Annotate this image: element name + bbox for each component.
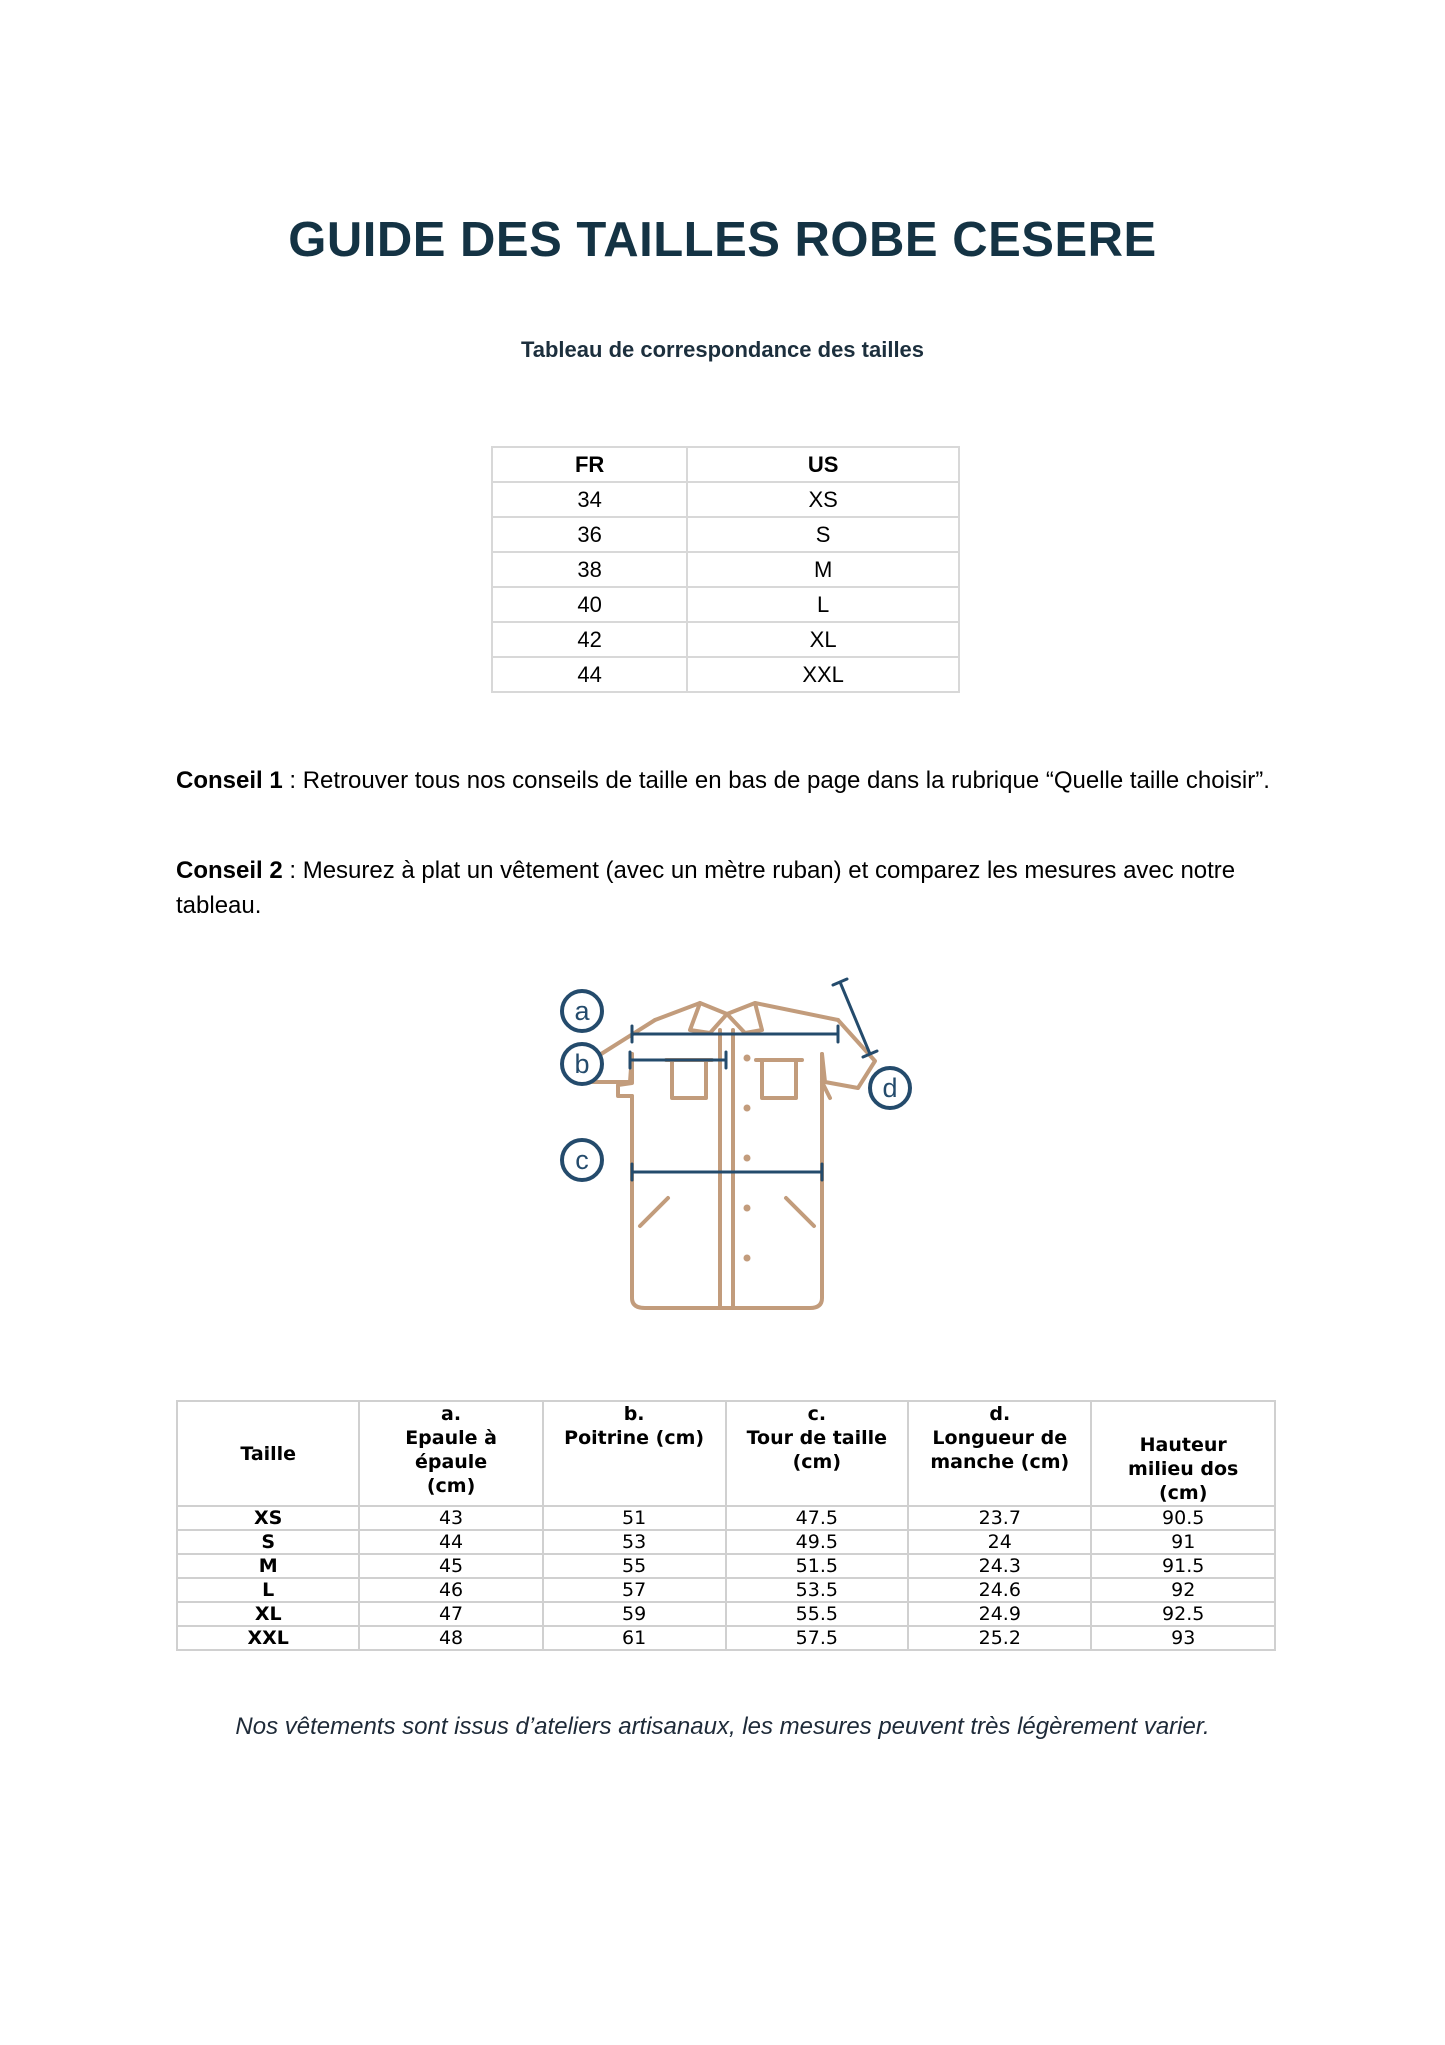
value-cell: 51.5 <box>726 1554 909 1578</box>
value-cell: 57 <box>543 1578 726 1602</box>
value-cell: 49.5 <box>726 1530 909 1554</box>
header-sleeve <box>908 1401 1091 1506</box>
size-cell: XL <box>177 1602 359 1626</box>
advice-2-label: Conseil 2 <box>176 857 283 884</box>
value-cell: 25.2 <box>908 1626 1091 1650</box>
fr-size: 40 <box>492 587 687 622</box>
marker-c-label: c <box>575 1145 589 1175</box>
value-cell: 59 <box>543 1602 726 1626</box>
advice-2-text: : Mesurez à plat un vêtement (avec un mètre ruban) et comparez les mesures avec notre tableau. <box>176 857 1236 919</box>
header-shoulder-text: Epaule à épaule (cm) <box>405 1427 497 1497</box>
value-cell: 93 <box>1091 1626 1275 1650</box>
us-size: XL <box>687 622 959 657</box>
marker-a-label: a <box>574 996 590 1026</box>
dress-measurement-illustration <box>540 958 920 1318</box>
advice-1 <box>176 763 1286 798</box>
footer-note: Nos vêtements sont issus d’ateliers artisanaux, les mesures peuvent très légèrement varier. <box>235 1713 1210 1740</box>
value-cell: 51 <box>543 1506 726 1530</box>
size-cell: M <box>177 1554 359 1578</box>
value-cell: 48 <box>359 1626 542 1650</box>
page-title: GUIDE DES TAILLES ROBE CESERE <box>288 213 1157 267</box>
value-cell: 55 <box>543 1554 726 1578</box>
header-fr: FR <box>492 447 687 482</box>
table-row <box>177 1530 1275 1554</box>
fr-size: 38 <box>492 552 687 587</box>
value-cell: 91.5 <box>1091 1554 1275 1578</box>
dress-buttons <box>744 1055 751 1262</box>
dress-outline <box>588 1003 875 1308</box>
value-cell: 91 <box>1091 1530 1275 1554</box>
table-row <box>177 1626 1275 1650</box>
advice-2 <box>176 853 1286 923</box>
header-taille-text: Taille <box>240 1442 297 1465</box>
table-row <box>492 552 959 587</box>
table-row <box>492 587 959 622</box>
header-waist <box>726 1401 909 1506</box>
header-chest <box>543 1401 726 1506</box>
measurement-table <box>176 1400 1276 1651</box>
us-size: XS <box>687 482 959 517</box>
us-size: L <box>687 587 959 622</box>
fr-size: 42 <box>492 622 687 657</box>
value-cell: 92 <box>1091 1578 1275 1602</box>
value-cell: 90.5 <box>1091 1506 1275 1530</box>
advice-1-label: Conseil 1 <box>176 767 283 794</box>
header-taille <box>177 1401 359 1506</box>
header-back-length <box>1091 1401 1275 1506</box>
value-cell: 92.5 <box>1091 1602 1275 1626</box>
size-correspondence-table <box>491 446 960 693</box>
marker-b-label: b <box>574 1049 590 1079</box>
value-cell: 23.7 <box>908 1506 1091 1530</box>
measurement-header-row <box>177 1401 1275 1506</box>
value-cell: 45 <box>359 1554 542 1578</box>
value-cell: 24.3 <box>908 1554 1091 1578</box>
table-row <box>177 1578 1275 1602</box>
size-cell: XXL <box>177 1626 359 1650</box>
header-chest-letter: b. <box>623 1403 645 1425</box>
fr-size: 36 <box>492 517 687 552</box>
table-row <box>177 1554 1275 1578</box>
header-sleeve-letter: d. <box>989 1403 1011 1425</box>
advice-1-text: : Retrouver tous nos conseils de taille en bas de page dans la rubrique “Quelle taille choisir”. <box>282 767 1270 794</box>
value-cell: 43 <box>359 1506 542 1530</box>
header-shoulder-letter: a. <box>441 1403 462 1425</box>
table-row <box>492 517 959 552</box>
table-header-row <box>492 447 959 482</box>
header-waist-text: Tour de taille (cm) <box>746 1427 888 1473</box>
value-cell: 61 <box>543 1626 726 1650</box>
header-waist-letter: c. <box>807 1403 827 1425</box>
value-cell: 24 <box>908 1530 1091 1554</box>
fr-size: 44 <box>492 657 687 692</box>
value-cell: 44 <box>359 1530 542 1554</box>
header-sleeve-text: Longueur de manche (cm) <box>930 1427 1070 1473</box>
table-row <box>177 1506 1275 1530</box>
us-size: S <box>687 517 959 552</box>
value-cell: 57.5 <box>726 1626 909 1650</box>
table-row <box>177 1602 1275 1626</box>
table-subtitle: Tableau de correspondance des tailles <box>520 337 925 362</box>
value-cell: 46 <box>359 1578 542 1602</box>
header-shoulder <box>359 1401 542 1506</box>
size-cell: S <box>177 1530 359 1554</box>
fr-size: 34 <box>492 482 687 517</box>
table-row <box>492 482 959 517</box>
value-cell: 24.6 <box>908 1578 1091 1602</box>
table-row <box>492 657 959 692</box>
value-cell: 53 <box>543 1530 726 1554</box>
header-chest-text: Poitrine (cm) <box>564 1427 705 1449</box>
us-size: XXL <box>687 657 959 692</box>
value-cell: 47.5 <box>726 1506 909 1530</box>
header-back-length-text: Hauteur milieu dos (cm) <box>1128 1434 1239 1504</box>
size-cell: XS <box>177 1506 359 1530</box>
measurement-lines <box>630 979 877 1180</box>
table-row <box>492 622 959 657</box>
marker-d-label: d <box>882 1073 898 1103</box>
value-cell: 53.5 <box>726 1578 909 1602</box>
value-cell: 24.9 <box>908 1602 1091 1626</box>
us-size: M <box>687 552 959 587</box>
header-us: US <box>687 447 959 482</box>
value-cell: 47 <box>359 1602 542 1626</box>
value-cell: 55.5 <box>726 1602 909 1626</box>
size-cell: L <box>177 1578 359 1602</box>
